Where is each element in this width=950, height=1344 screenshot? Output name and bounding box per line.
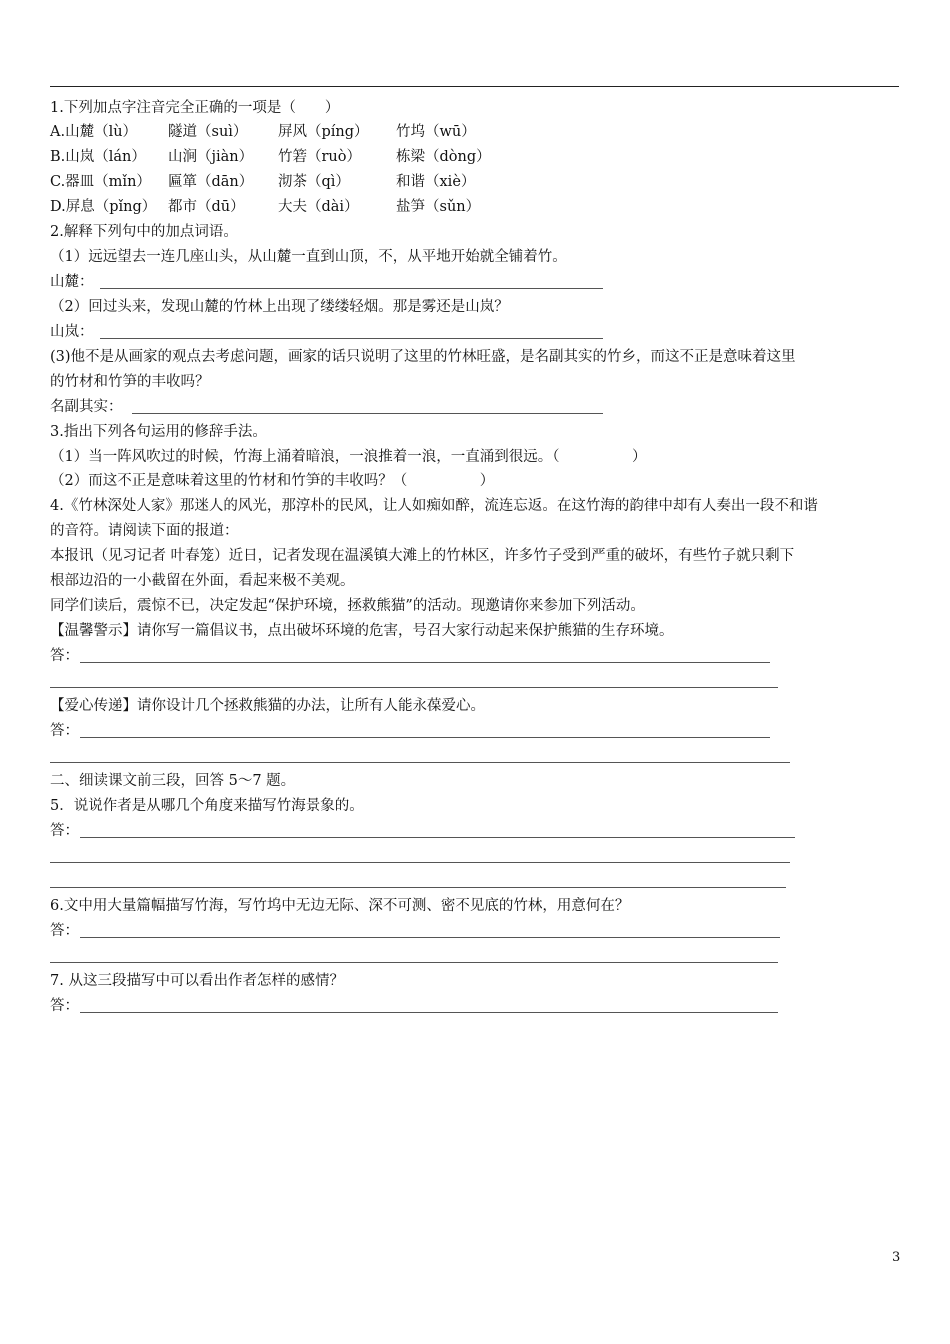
q4-answer-line-3[interactable] [80,737,770,738]
q2-sentence-1: （1）远远望去一连几座山头，从山麓一直到山顶，不，从平地开始就全铺着竹。 [50,249,567,265]
q3-sentence-1: （1）当一阵风吹过的时候，竹海上涌着暗浪，一浪推着一浪，一直涌到很远。（ ） [50,449,647,465]
q2-label-3: 名副其实： [50,399,123,415]
q2-answer-line-1[interactable] [100,288,603,289]
q6-answer-line-1[interactable] [80,937,780,938]
q4-answer-line-1[interactable] [80,662,770,663]
q2-label-1: 山麓： [50,274,94,290]
q4-answer-label-2: 答： [50,723,79,739]
q2-answer-line-2[interactable] [100,338,603,339]
q4-intro-1: 4.《竹林深处人家》那迷人的风光，那淳朴的民风，让人如痴如醉，流连忘返。在这竹海的韵律中却有人奏出一段不和谐 [50,498,818,514]
q6-answer-label: 答： [50,923,79,939]
q4-answer-line-2[interactable] [50,687,778,688]
section2-heading: 二、细读课文前三段，回答 5～7 题。 [50,773,296,789]
q4-task-1: 【温馨警示】请你写一篇倡议书，点出破坏环境的危害，号召大家行动起来保护熊猫的生存环境。 [50,623,674,639]
q1-option-c: C.器皿（mǐn） 匾箪（dān） 沏茶（qì） 和谐（xiè） [50,174,476,190]
q1-option-a: A.山麓（lù） 隧道（suì） 屏风（píng） 竹坞（wū） [50,124,476,140]
q6-stem: 6.文中用大量篇幅描写竹海，写竹坞中无边无际、深不可测、密不见底的竹林，用意何在？ [50,898,630,914]
q5-answer-label: 答： [50,823,79,839]
q5-answer-line-1[interactable] [80,837,795,838]
q1-option-d: D.屏息（pǐng） 都市（dū） 大夫（dài） 盐笋（sǔn） [50,199,481,215]
q5-answer-line-2[interactable] [50,862,790,863]
q1-stem: 1.下列加点字注音完全正确的一项是（ ） [50,100,340,116]
q5-stem: 5．说说作者是从哪几个角度来描写竹海景象的。 [50,798,364,814]
q3-sentence-2: （2）而这不正是意味着这里的竹材和竹笋的丰收吗？（ ） [50,473,495,489]
q1-option-b: B.山岚（lán） 山涧（jiàn） 竹箬（ruò） 栋梁（dòng） [50,149,491,165]
q5-answer-line-3[interactable] [50,887,786,888]
q7-stem: 7. 从这三段描写中可以看出作者怎样的感情？ [50,973,344,989]
q4-report-1: 本报讯（见习记者 叶春笼）近日，记者发现在温溪镇大滩上的竹林区，许多竹子受到严重的破坏，有些竹子就只剩下 [50,548,795,564]
q7-answer-label: 答： [50,998,79,1014]
q2-answer-line-3[interactable] [132,413,603,414]
q4-activity-intro: 同学们读后，震惊不已，决定发起“保护环境，拯救熊猫”的活动。现邀请你来参加下列活动。 [50,598,645,614]
q2-sentence-3a: (3)他不是从画家的观点去考虑问题，画家的话只说明了这里的竹林旺盛，是名副其实的竹乡，而这不正是意味着这里 [50,349,796,365]
page-number: 3 [892,1250,901,1265]
q4-answer-line-4[interactable] [50,762,790,763]
q7-answer-line-1[interactable] [80,1012,778,1013]
q4-report-2: 根部边沿的一小截留在外面，看起来极不美观。 [50,573,355,589]
header-rule [50,86,899,87]
q2-sentence-3b: 的竹材和竹笋的丰收吗？ [50,374,210,390]
q4-intro-2: 的音符。请阅读下面的报道： [50,523,239,539]
q2-stem: 2.解释下列句中的加点词语。 [50,224,238,240]
q3-stem: 3.指出下列各句运用的修辞手法。 [50,424,267,440]
q6-answer-line-2[interactable] [50,962,778,963]
q2-label-2: 山岚： [50,324,94,340]
q2-sentence-2: （2）回过头来，发现山麓的竹林上出现了缕缕轻烟。那是雾还是山岚？ [50,299,509,315]
q4-answer-label-1: 答： [50,648,79,664]
q4-task-2: 【爱心传递】请你设计几个拯救熊猫的办法，让所有人能永葆爱心。 [50,698,485,714]
